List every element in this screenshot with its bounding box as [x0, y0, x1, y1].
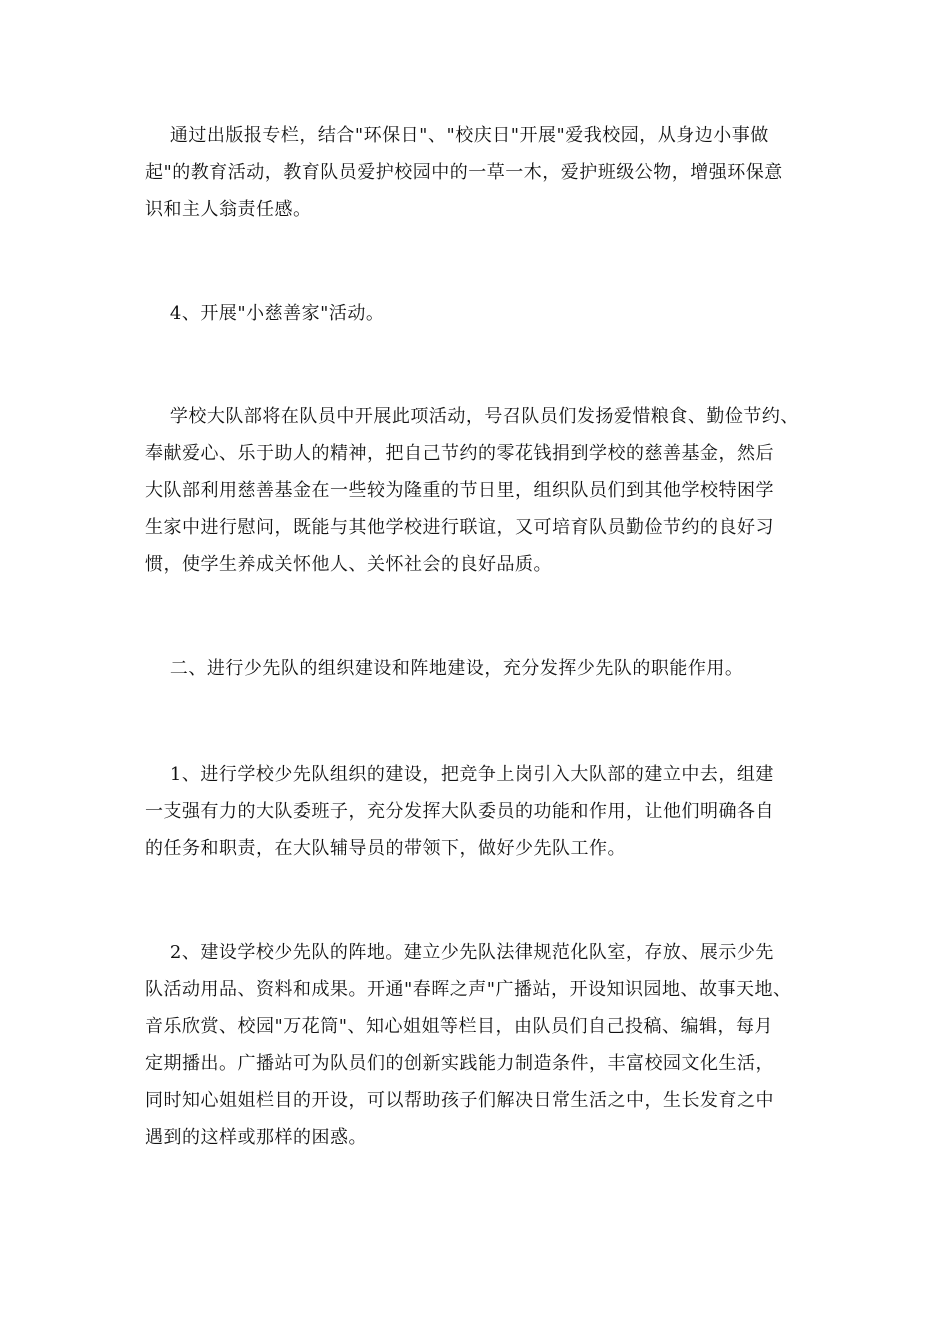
paragraph-line: 起"的教育活动，教育队员爱护校园中的一草一木，爱护班级公物，增强环保意	[145, 162, 783, 183]
paragraph-line: 学校大队部将在队员中开展此项活动，号召队员们发扬爱惜粮食、勤俭节约、	[145, 406, 799, 427]
paragraph-line: 1、进行学校少先队组织的建设，把竞争上岗引入大队部的建立中去，组建	[145, 764, 774, 785]
section-heading: 二、进行少先队的组织建设和阵地建设，充分发挥少先队的职能作用。	[145, 658, 744, 679]
paragraph-line: 2、建设学校少先队的阵地。建立少先队法律规范化队室，存放、展示少先	[145, 942, 774, 963]
section-heading: 4、开展"小慈善家"活动。	[145, 303, 385, 324]
paragraph-line: 识和主人翁责任感。	[145, 199, 312, 220]
paragraph-line: 同时知心姐姐栏目的开设，可以帮助孩子们解决日常生活之中，生长发育之中	[145, 1090, 774, 1111]
paragraph-line: 定期播出。广播站可为队员们的创新实践能力制造条件，丰富校园文化生活，	[145, 1053, 774, 1074]
paragraph-line: 队活动用品、资料和成果。开通"春晖之声"广播站，开设知识园地、故事天地、	[145, 979, 792, 1000]
paragraph-line: 的任务和职责，在大队辅导员的带领下，做好少先队工作。	[145, 838, 626, 859]
paragraph-line: 惯，使学生养成关怀他人、关怀社会的良好品质。	[145, 554, 552, 575]
paragraph-line: 奉献爱心、乐于助人的精神，把自己节约的零花钱捐到学校的慈善基金，然后	[145, 443, 774, 464]
paragraph-line: 一支强有力的大队委班子，充分发挥大队委员的功能和作用，让他们明确各自	[145, 801, 774, 822]
paragraph-line: 生家中进行慰问，既能与其他学校进行联谊，又可培育队员勤俭节约的良好习	[145, 517, 774, 538]
paragraph-line: 音乐欣赏、校园"万花筒"、知心姐姐等栏目，由队员们自己投稿、编辑，每月	[145, 1016, 774, 1037]
paragraph-line: 遇到的这样或那样的困惑。	[145, 1127, 367, 1148]
paragraph-line: 通过出版报专栏，结合"环保日"、"校庆日"开展"爱我校园，从身边小事做	[145, 125, 769, 146]
paragraph-line: 大队部利用慈善基金在一些较为隆重的节日里，组织队员们到其他学校特困学	[145, 480, 774, 501]
